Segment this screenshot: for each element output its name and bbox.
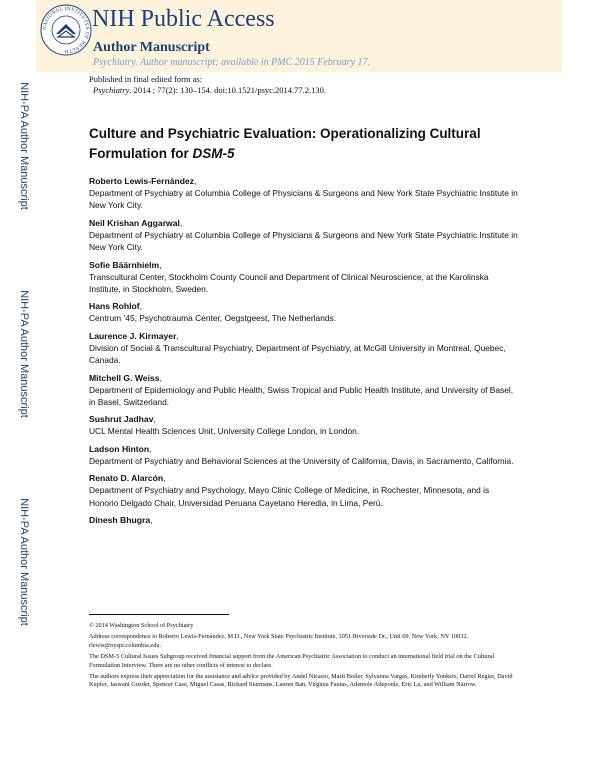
author-affiliation: UCL Mental Health Sciences Unit, University College London, in London.: [89, 426, 360, 437]
author-affiliation: Department of Psychiatry and Behavioral Sciences at the University of California, Davis, in Sacramento, California.: [89, 455, 514, 466]
author-affiliation: Transcultural Center, Stockholm County Council and Department of Clinical Neuroscience, at the Karolinska Institute, in Stockholm, Sweden.: [89, 271, 489, 295]
author-entry: [89, 176, 519, 212]
author-name: Laurence J. Kirmayer: [89, 330, 177, 341]
side-label-2: NIH-PA Author Manuscript: [18, 290, 30, 418]
correspondence-note: Address correspondence to Roberto Lewis-Fernández, M.D., New York State Psychiatric Institute, 1051 Riverside Dr., Unit 69, New York, NY 10032. rlewis@nyspi.columbia.edu.: [89, 633, 469, 649]
published-in-label: Published in final edited form as:: [89, 74, 203, 84]
author-list: [89, 176, 519, 532]
author-entry: [89, 301, 519, 324]
author-name: Ladson Hinton: [89, 443, 150, 454]
author-affiliation: Department of Psychiatry and Psychology, Mayo Clinic College of Medicine, in Rochester, Minnesota, and is Honorio Delgado Chair, Universidad Peruana Cayetano Heredia, in Lima, Perú.: [89, 485, 490, 508]
copyright-note: © 2014 Washington School of Psychiatry: [89, 622, 194, 629]
funding-note: The DSM-5 Cultural Issues Subgroup received financial support from the American Psychiatric Association to conduct an international field trial on the Cultural Formulation Interview. There are no other conflicts of interest to declare.: [89, 653, 495, 669]
side-label-3: NIH-PA Author Manuscript: [18, 498, 30, 626]
author-name-comma: ,: [163, 473, 166, 484]
author-entry: [89, 218, 519, 254]
journal-name: Psychiatry: [93, 85, 130, 95]
pmc-availability-note: Psychiatry. Author manuscript; available in PMC 2015 February 17.: [93, 57, 371, 68]
author-name-comma: ,: [159, 259, 162, 270]
article-title: Culture and Psychiatric Evaluation: Operationalizing Cultural Formulation for DSM-5: [89, 126, 481, 161]
author-name: Sofie Bäärnhielm: [89, 259, 160, 270]
acknowledgments-note: The authors express their appreciation for the assistance and advice provided by Andel Nicasio, Marit Boiler, Sylvanna Vargas, Kimberly Yonkers, Darrel Regier, David Kupfer, Jaswant Guzder, Spencer Case, Miguel Casas, Richard Starmans, Lauren Ban, Virginia Fautas, Ademole Adeponle, Eric Lu, and William Narrow.: [89, 673, 513, 689]
nih-public-access-title: NIH Public Access: [92, 6, 275, 32]
author-name-comma: ,: [139, 301, 142, 312]
author-name-comma: ,: [150, 515, 153, 526]
author-affiliation: Department of Psychiatry at Columbia College of Physicians & Surgeons and New York State Psychiatric Institute in New York City.: [89, 229, 518, 253]
author-entry: [89, 373, 519, 409]
author-entry: [89, 515, 519, 526]
author-name-comma: ,: [153, 414, 156, 425]
author-affiliation: Division of Social & Transcultural Psychiatry, Department of Psychiatry, at McGill University in Montreal, Quebec, Canada.: [89, 342, 506, 366]
author-name: Dinesh Bhugra: [89, 515, 151, 526]
svg-text:NATIONAL INSTITUTES OF HEALTH: NATIONAL INSTITUTES OF HEALTH: [41, 5, 91, 55]
author-affiliation: Department of Epidemiology and Public Health, Swiss Tropical and Public Health Institute, and University of Basel, in Basel, Switzerland.: [89, 384, 514, 408]
author-name: Roberto Lewis-Fernández: [89, 176, 195, 186]
author-name: Hans Rohlof: [89, 301, 140, 312]
nih-logo: [40, 4, 92, 56]
author-name-comma: ,: [149, 443, 152, 454]
author-name: Mitchell G. Weiss: [89, 372, 160, 383]
author-name: Neil Krishan Aggarwal: [89, 217, 180, 228]
citation-details: . 2014 ; 77(2): 130–154. doi:10.1521/psyc.2014.77.2.130.: [129, 85, 327, 95]
author-name-comma: ,: [194, 176, 197, 186]
article-title-italic: DSM-5: [192, 146, 235, 161]
author-affiliation: Department of Psychiatry at Columbia College of Physicians & Surgeons and New York State Psychiatric Institute in New York City.: [89, 188, 518, 211]
footnote-divider: [89, 614, 229, 615]
author-name: Sushrut Jadhav: [89, 414, 154, 425]
author-name-comma: ,: [179, 217, 183, 228]
author-entry: [89, 260, 519, 296]
author-name-comma: ,: [176, 330, 179, 341]
citation-line: [93, 85, 326, 96]
author-manuscript-label: Author Manuscript: [93, 40, 210, 55]
author-entry: [89, 414, 519, 437]
author-name: Renato D. Alarcón: [89, 473, 164, 484]
footnotes: [89, 622, 519, 693]
author-entry: [89, 444, 519, 467]
author-name-comma: ,: [159, 372, 162, 383]
author-entry: [89, 331, 519, 367]
author-affiliation: Centrum ’45, Psychotrauma Center, Oegstgeest, The Netherlands.: [89, 313, 337, 324]
side-label-1: NIH-PA Author Manuscript: [18, 82, 30, 210]
author-entry: [89, 473, 519, 509]
